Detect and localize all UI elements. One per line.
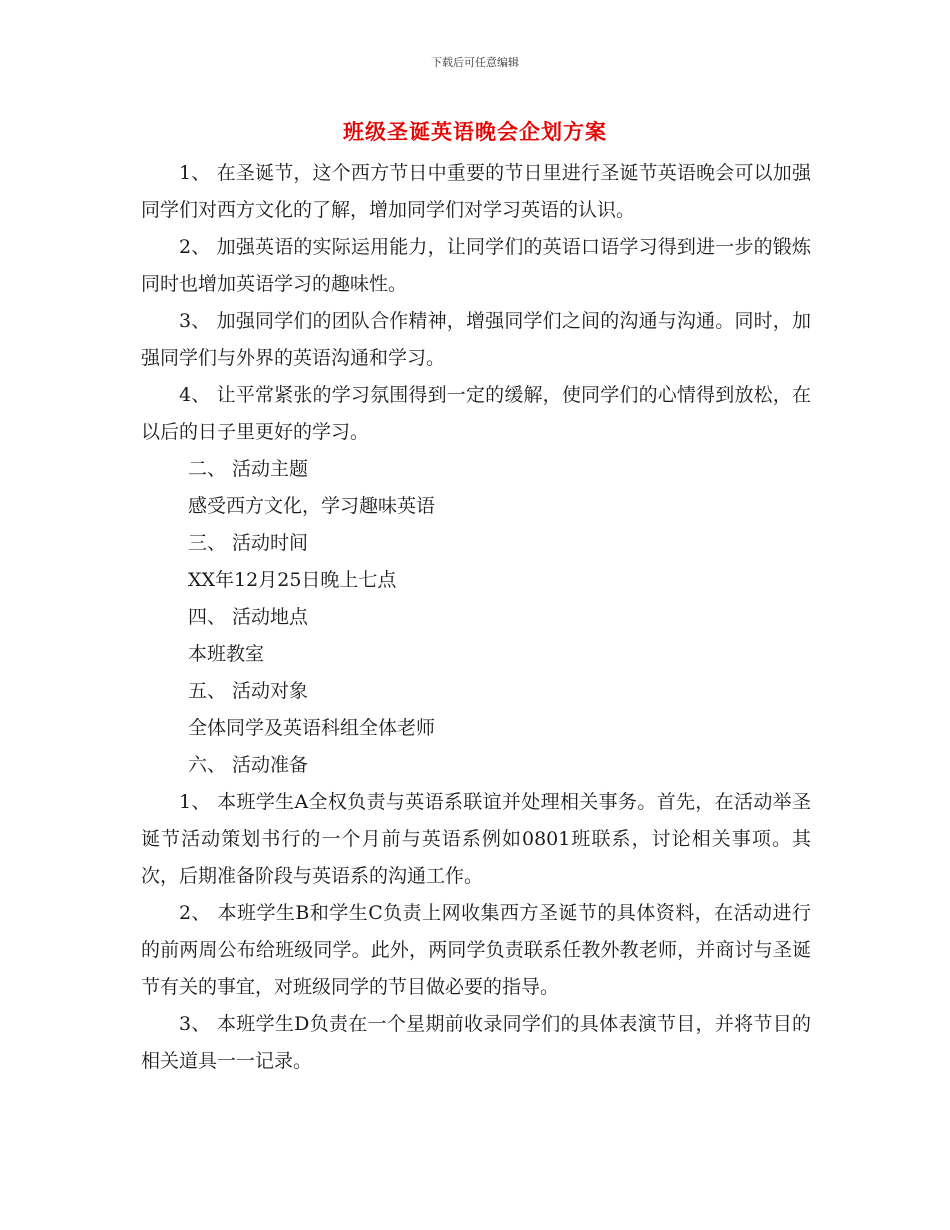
document-body	[141, 155, 811, 1080]
paragraph-3: 3、 加强同学们的团队合作精神，增强同学们之间的沟通与沟通。同时，加强同学们与外界的英语沟通和学习。	[141, 310, 811, 369]
section-heading-preparation: 六、 活动准备	[188, 754, 309, 776]
section-body-location: 本班教室	[188, 643, 265, 665]
section-body-time: XX年12月25日晚上七点	[188, 569, 397, 591]
paragraph-2: 2、 加强英语的实际运用能力，让同学们的英语口语学习得到进一步的锻炼同时也增加英语学习的趣味性。	[141, 236, 811, 295]
section-body-audience: 全体同学及英语科组全体老师	[188, 717, 436, 739]
section-body-theme: 感受西方文化，学习趣味英语	[188, 495, 436, 517]
preparation-paragraph-2: 2、 本班学生B和学生C负责上网收集西方圣诞节的具体资料，在活动进行的前两周公布给班级同学。此外，两同学负责联系任教外教老师，并商讨与圣诞节有关的事宜，对班级同学的节目做必要的指导。	[141, 902, 811, 998]
section-heading-location: 四、 活动地点	[188, 606, 309, 628]
section-heading-theme: 二、 活动主题	[188, 458, 309, 480]
section-heading-time: 三、 活动时间	[188, 532, 309, 554]
paragraph-1: 1、 在圣诞节，这个西方节日中重要的节日里进行圣诞节英语晚会可以加强同学们对西方文化的了解，增加同学们对学习英语的认识。	[141, 162, 811, 221]
document-title: 班级圣诞英语晚会企划方案	[343, 120, 607, 144]
preparation-paragraph-1: 1、 本班学生A全权负责与英语系联谊并处理相关事务。首先，在活动举圣诞节活动策划书行的一个月前与英语系例如0801班联系，讨论相关事项。其次，后期准备阶段与英语系的沟通工作。	[141, 791, 811, 887]
paragraph-4: 4、 让平常紧张的学习氛围得到一定的缓解，使同学们的心情得到放松，在以后的日子里更好的学习。	[141, 384, 811, 443]
preparation-paragraph-3: 3、 本班学生D负责在一个星期前收录同学们的具体表演节目，并将节目的相关道具一一记录。	[141, 1013, 811, 1072]
header-note: 下载后可任意编辑	[431, 56, 519, 69]
section-heading-audience: 五、 活动对象	[188, 680, 309, 702]
